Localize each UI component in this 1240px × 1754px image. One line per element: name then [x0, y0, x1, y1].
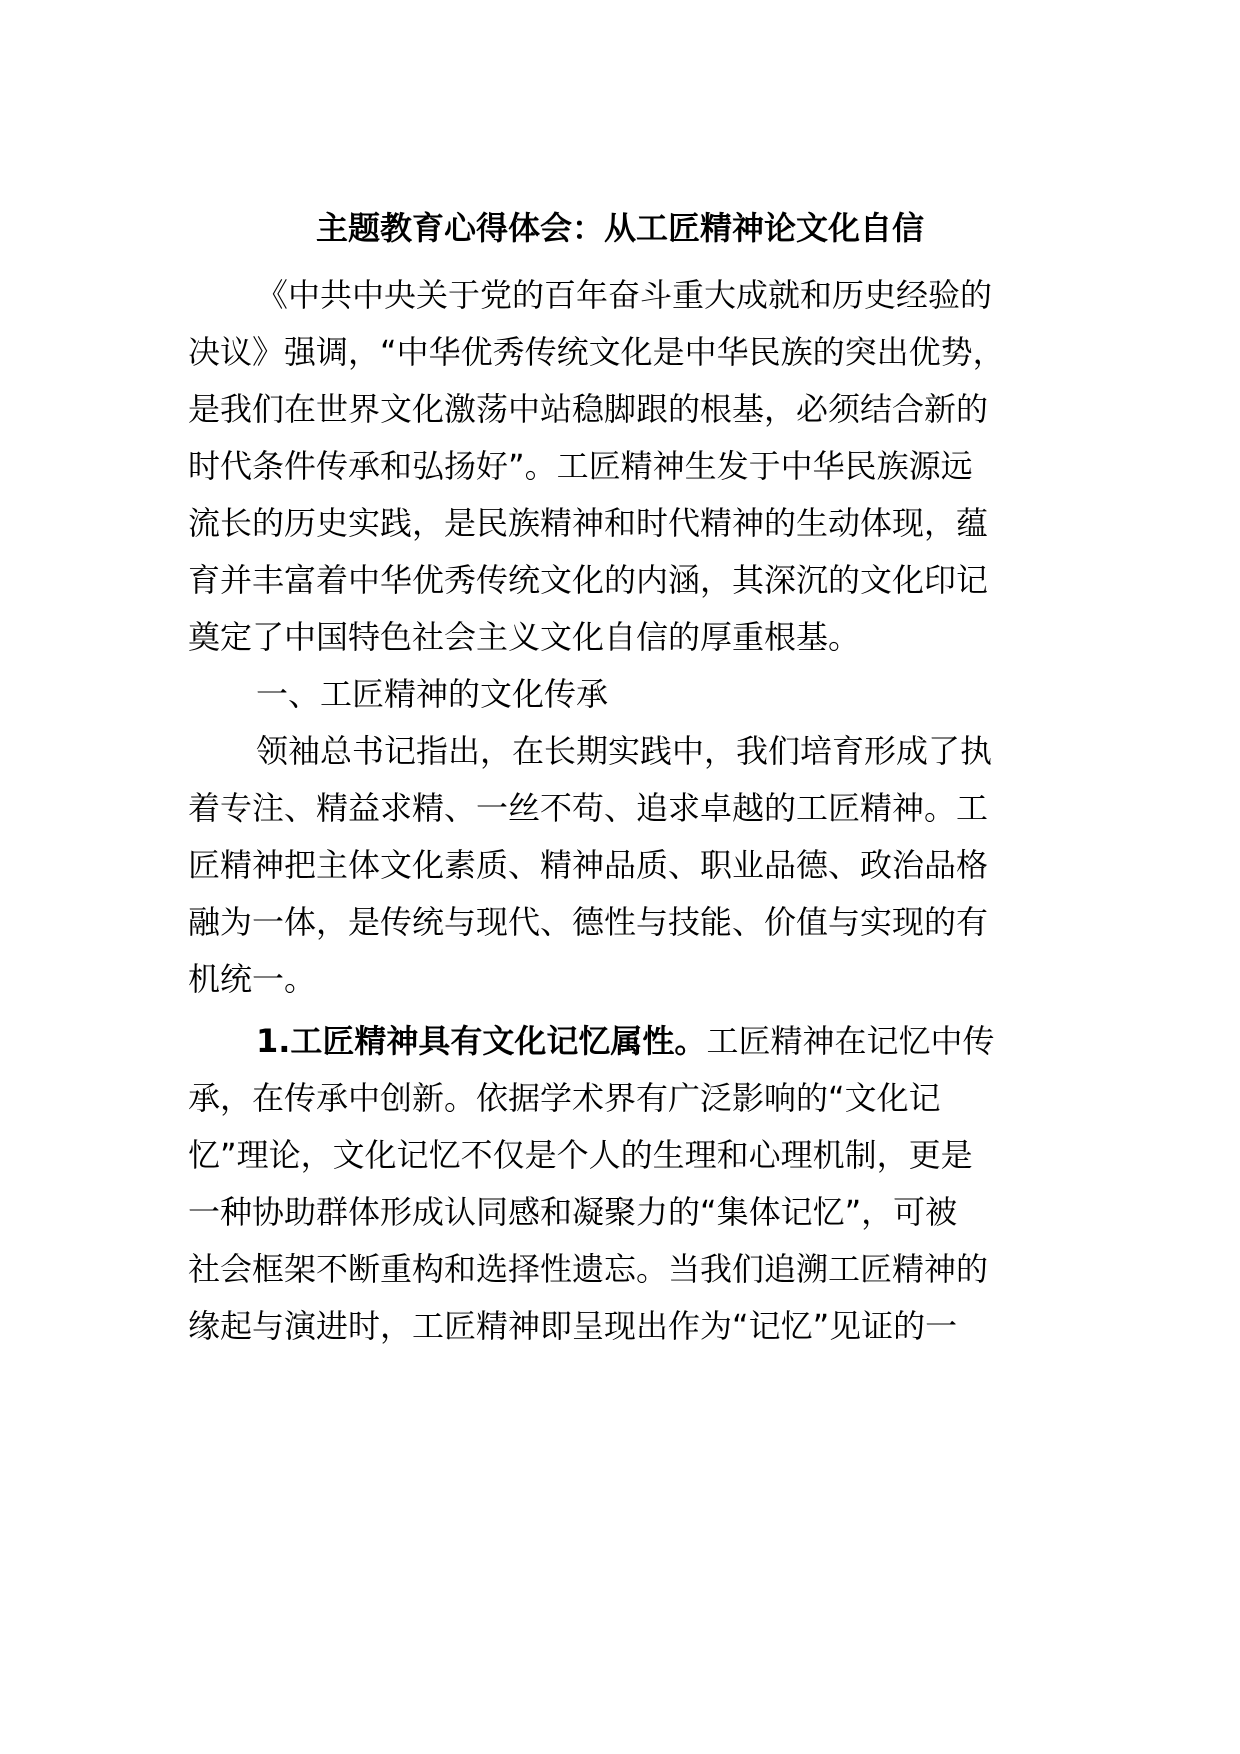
paragraph-line: 流长的历史实践，是民族精神和时代精神的生动体现，蕴 [188, 504, 989, 542]
paragraph-line: 机统一。 [188, 960, 317, 998]
paragraph-line: 融为一体，是传统与现代、德性与技能、价值与实现的有 [188, 903, 989, 941]
bold-lead-heading: 1.工匠精神具有文化记忆属性。 [256, 1022, 707, 1060]
paragraph-line: 着专注、精益求精、一丝不苟、追求卓越的工匠精神。工 [188, 789, 989, 827]
paragraph-line: 育并丰富着中华优秀传统文化的内涵，其深沉的文化印记 [188, 561, 989, 599]
paragraph-line: 领袖总书记指出，在长期实践中，我们培育形成了执 [256, 732, 993, 770]
paragraph-text: 工匠精神在记忆中传 [706, 1022, 995, 1060]
paragraph-line: 匠精神把主体文化素质、精神品质、职业品德、政治品格 [188, 846, 989, 884]
paragraph-line: 承，在传承中创新。依据学术界有广泛影响的“文化记 [188, 1079, 941, 1117]
paragraph-line: 缘起与演进时，工匠精神即呈现出作为“记忆”见证的一 [188, 1307, 958, 1345]
paragraph-line: 一种协助群体形成认同感和凝聚力的“集体记忆”，可被 [188, 1193, 958, 1231]
section-heading: 一、工匠精神的文化传承 [256, 675, 609, 713]
paragraph-line: 社会框架不断重构和选择性遗忘。当我们追溯工匠精神的 [188, 1250, 989, 1288]
paragraph-line: 是我们在世界文化激荡中站稳脚跟的根基，必须结合新的 [188, 390, 989, 428]
paragraph-line: 忆”理论，文化记忆不仅是个人的生理和心理机制，更是 [188, 1136, 973, 1174]
paragraph-line: 《中共中央关于党的百年奋斗重大成就和历史经验的 [256, 276, 993, 314]
paragraph-line: 时代条件传承和弘扬好”。工匠精神生发于中华民族源远 [188, 447, 973, 485]
paragraph-line: 奠定了中国特色社会主义文化自信的厚重根基。 [188, 618, 861, 656]
paragraph-line: 决议》强调，“中华优秀传统文化是中华民族的突出优势， [188, 333, 1005, 371]
document-title: 主题教育心得体会：从工匠精神论文化自信 [315, 209, 924, 247]
paragraph-line [256, 1016, 994, 1066]
